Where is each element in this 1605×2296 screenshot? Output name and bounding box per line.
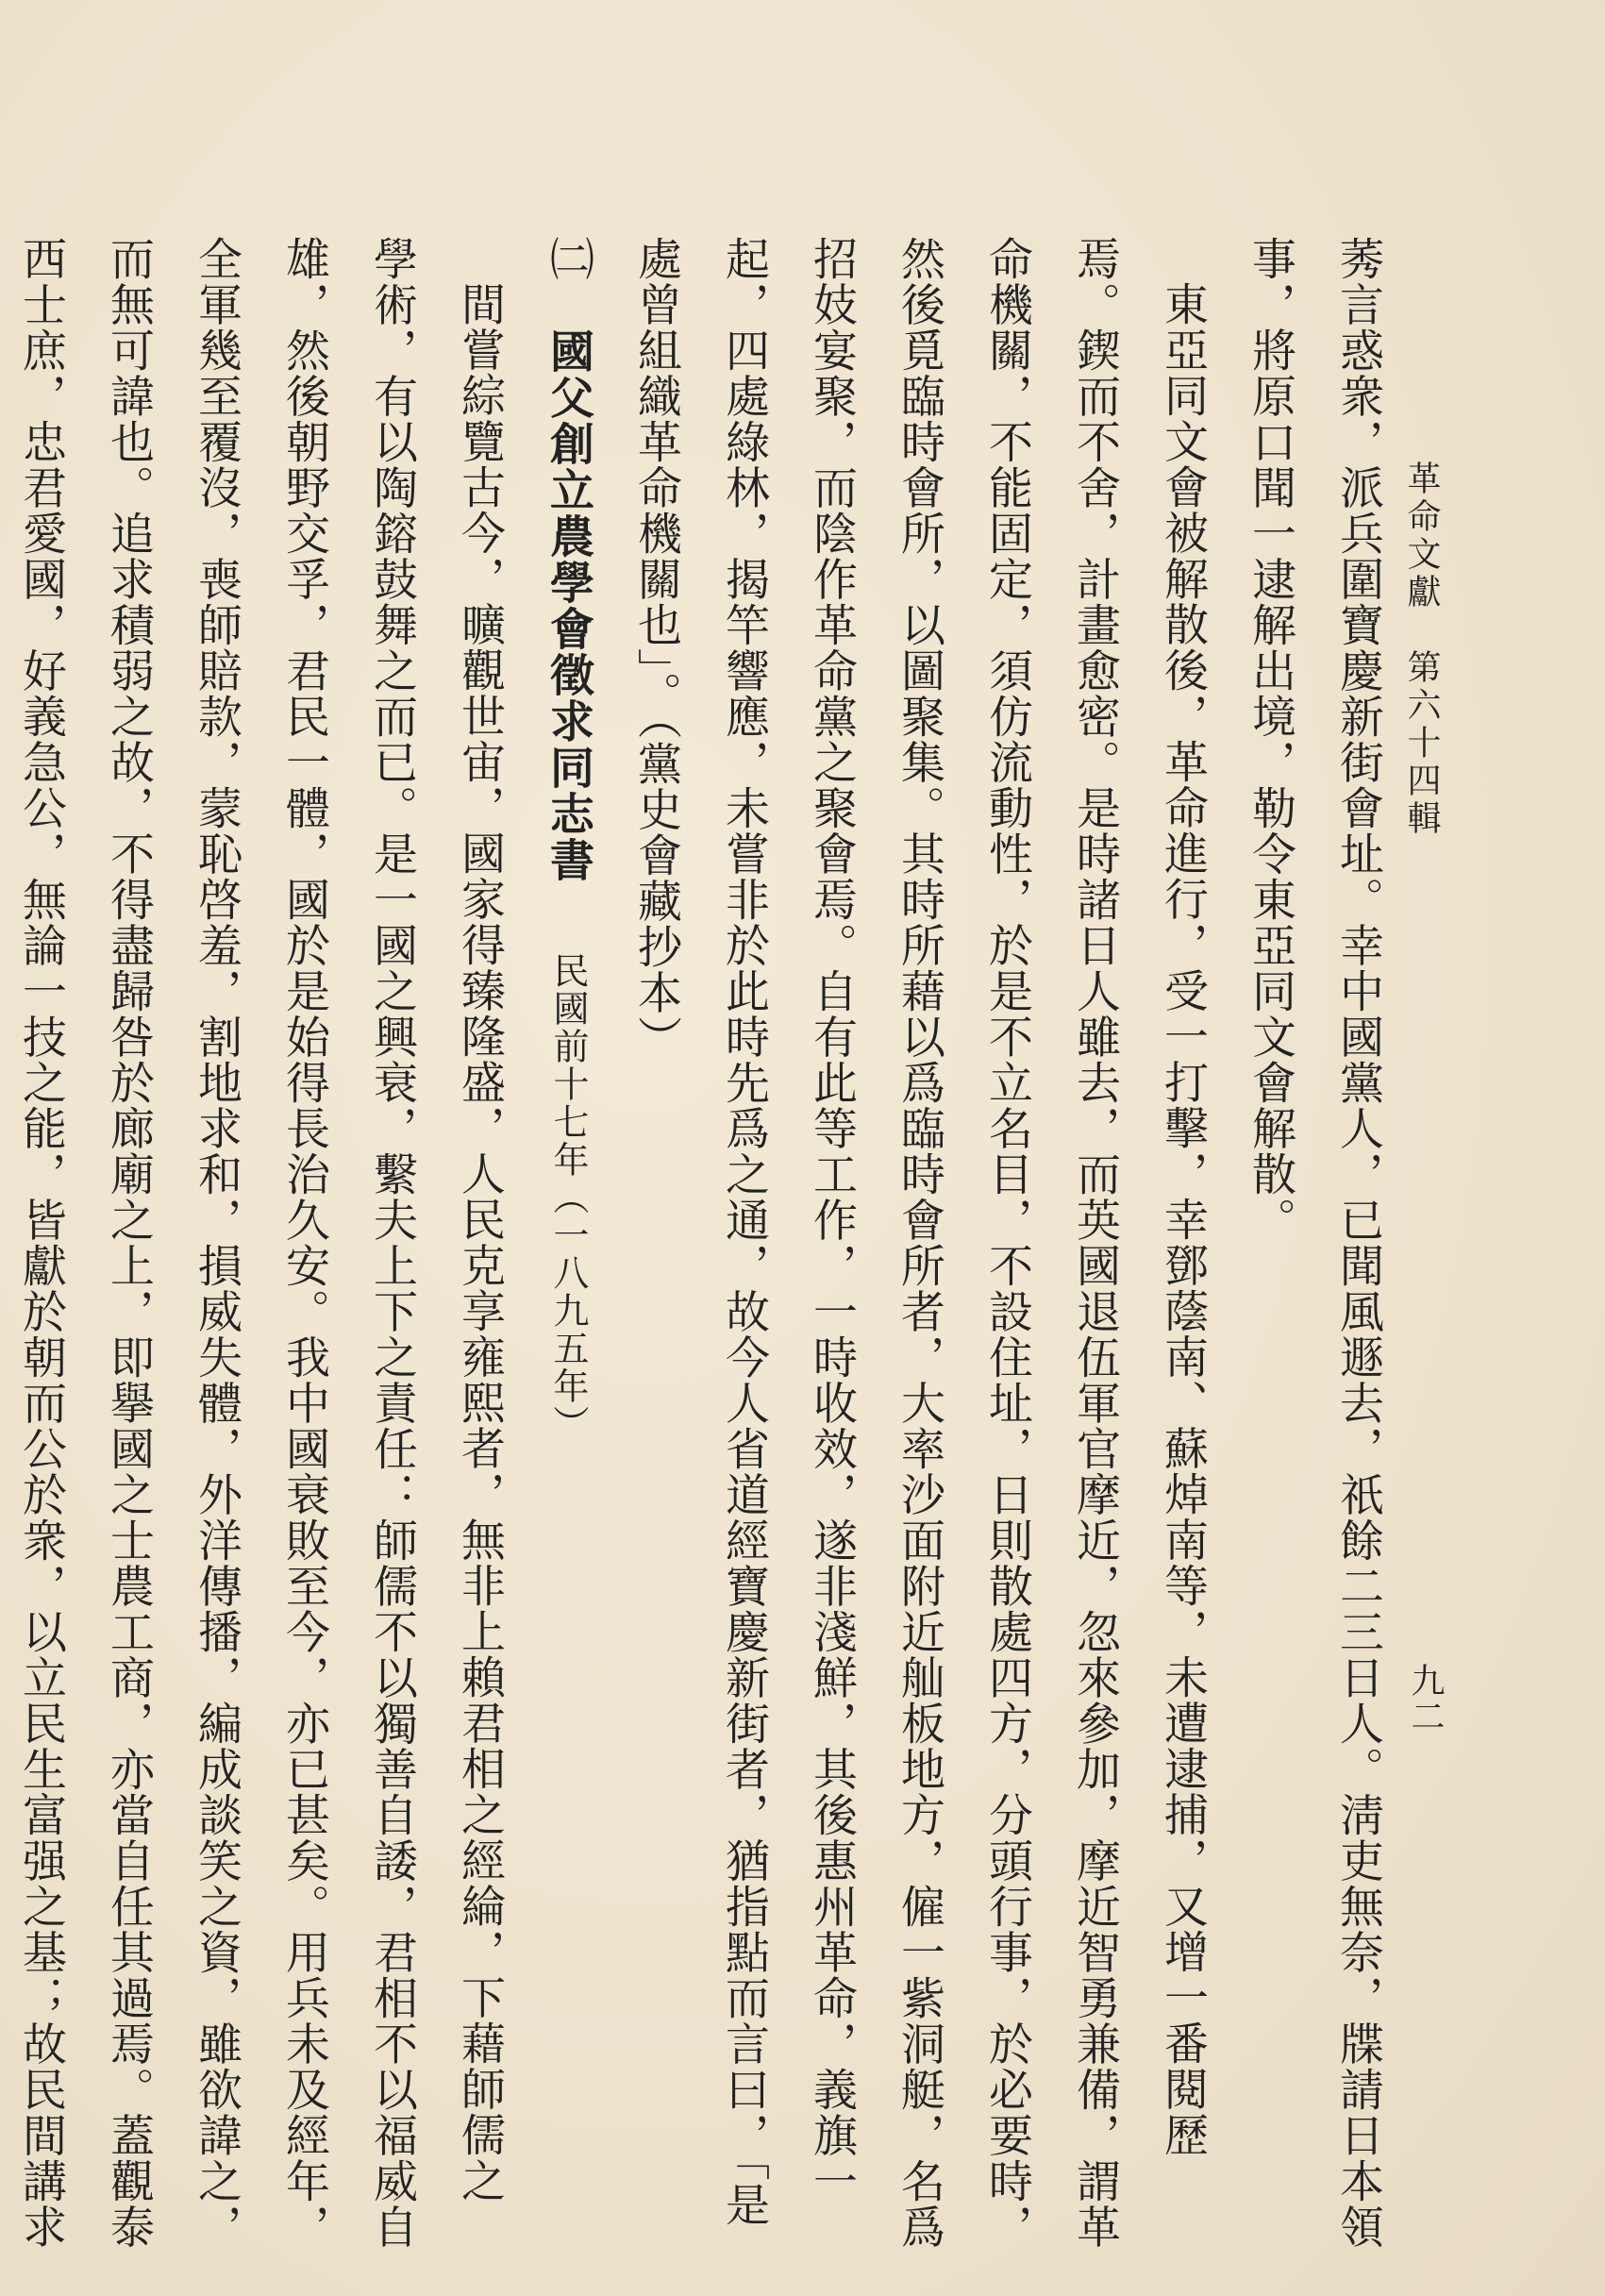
text-column: 而無可諱也。追求積弱之故，不得盡歸咎於廊廟之上，即擧國之士農工商，亦當自任其過焉。蓋觀泰 [103, 236, 155, 2250]
text-column: 全軍幾至覆沒，喪師賠款，蒙恥啓羞，割地求和，損威失體，外洋傳播，編成談笑之資，雖欲諱之， [191, 236, 242, 2250]
text-column: 處曾組織革命機關也」。（黨史會藏抄本） [630, 236, 682, 1062]
text-column: 東亞同文會被解散後，革命進行，受一打擊，幸鄧蔭南、蘇焯南等，未遭逮捕，又增一番閱歷 [1157, 281, 1209, 2158]
text-column: 焉。鍥而不舍，計畫愈密。是時諸日人雖去，而英國退伍軍官摩近，忽來參加，摩近智勇兼備，謂革 [1069, 236, 1121, 2250]
text-column: 命機關，不能固定，須仿流動性，於是不立名目，不設住址，日則散處四方，分頭行事，於必要時， [981, 236, 1033, 2250]
text-column: 雄，然後朝野交孚，君民一體，國於是始得長治久安。我中國衰敗至今，亦已甚矣。用兵未及經年， [278, 236, 330, 2250]
text-column: 事，將原口聞一逮解出境，勒令東亞同文會解散。 [1245, 236, 1296, 1243]
section-heading [524, 236, 612, 2076]
text-column: 間嘗綜覽古今，曠觀世宙，國家得臻隆盛，人民克享雍熙者，無非上賴君相之經綸，下藉師儒之 [454, 281, 506, 2204]
text-column: 起，四處綠林，揭竿響應，未嘗非於此時先爲之通，故今人省道經寶慶新街者，猶指點而言曰，「是 [718, 236, 770, 2228]
text-column: 然後覓臨時會所，以圖聚集。其時所藉以爲臨時會所者，大率沙面附近舢板地方，僱一紫洞艇，名爲 [894, 236, 945, 2250]
section-date: 民國前十七年（一八九五年） [547, 952, 589, 1443]
text-column: 西士庶，忠君愛國，好義急公，無論一技之能，皆獻於朝而公於衆，以立民生富强之基；故民間講求 [15, 236, 67, 2250]
text-column: 招妓宴聚，而陰作革命黨之聚會焉。自有此等工作，一時收效，遂非淺鮮，其後惠州革命，義旗一 [806, 236, 858, 2204]
section-number: ㈡ [543, 236, 594, 282]
text-column: 學術，有以陶鎔鼓舞之而已。是一國之興衰，繫夫上下之責任：師儒不以獨善自諉，君相不以福威自 [366, 236, 418, 2250]
body-text [0, 236, 1402, 2250]
text-column: 莠言惑衆，派兵圍寶慶新街會址。幸中國黨人，已聞風遯去，祇餘二三日人。淸吏無奈，牒請日本領 [1332, 236, 1384, 2250]
running-head: 革命文獻 第六十四輯 [1402, 461, 1441, 838]
page-number: 九二 [1406, 1663, 1445, 1735]
section-title: 國父創立農學會徵求同志書 [543, 328, 594, 883]
